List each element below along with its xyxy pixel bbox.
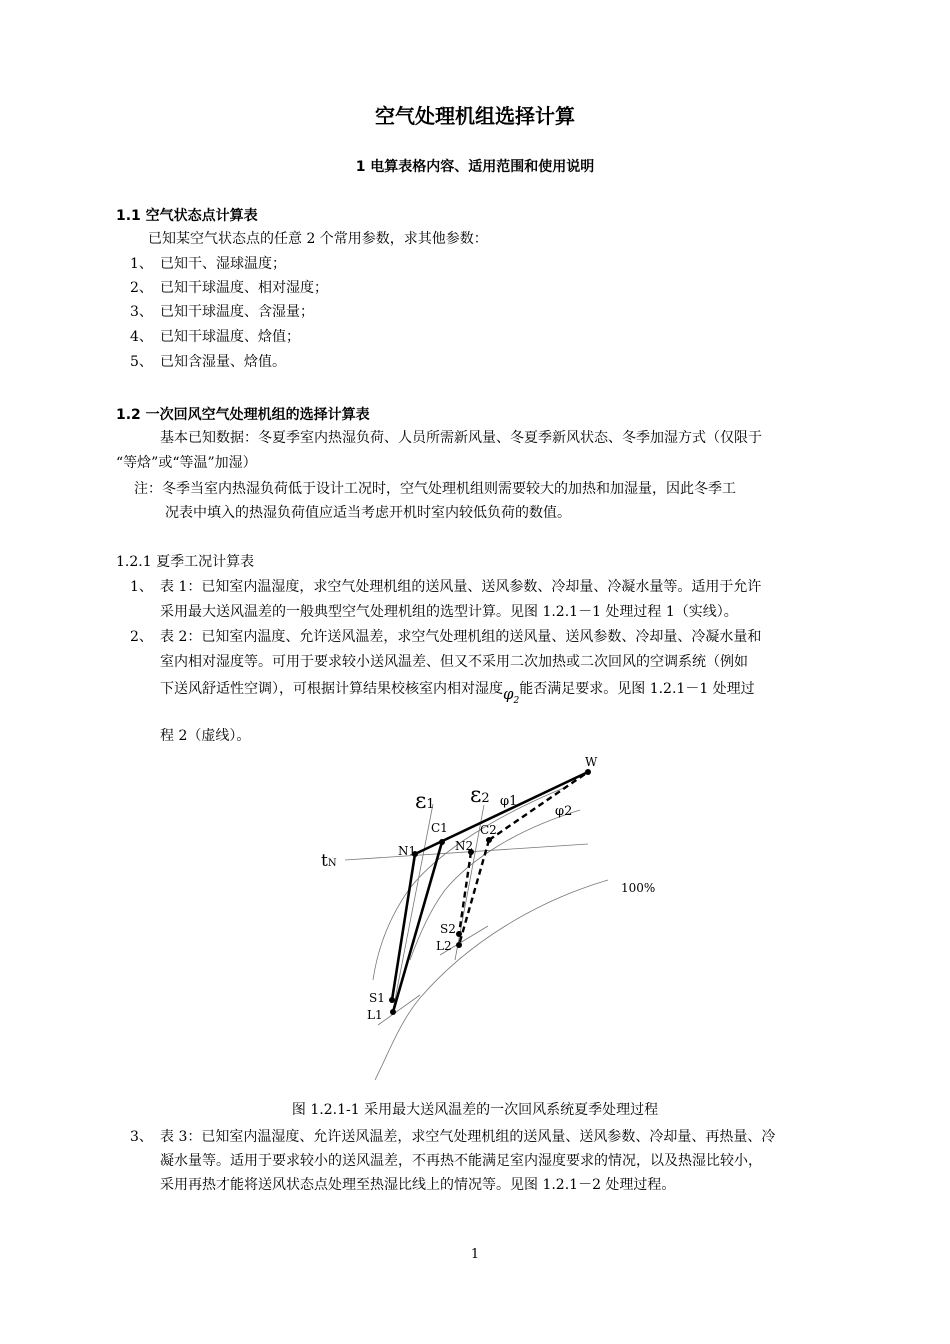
label-c2: C2 [480, 823, 497, 837]
list-num: 3、 [130, 1129, 153, 1145]
label-phi1: φ1 [500, 794, 518, 809]
tn-symbol: t [321, 851, 328, 871]
list-text: 已知干球温度、焓值； [160, 329, 300, 345]
list-item [130, 1125, 775, 1149]
phi-2-symbol [503, 685, 520, 706]
list-item [130, 276, 328, 300]
s12-basic-line1: 基本已知数据：冬夏季室内热湿负荷、人员所需新风量、冬夏季新风状态、冬季加湿方式（仅限于 [160, 430, 762, 446]
point-s1 [389, 997, 395, 1003]
list-num: 2、 [130, 629, 153, 645]
label-n1: N1 [398, 844, 417, 858]
list-text: 表 1：已知室内温湿度，求空气处理机组的送风量、送风参数、冷却量、冷凝水量等。适用于允许 [160, 579, 762, 595]
list-item [130, 325, 300, 349]
label-s1: S1 [369, 991, 385, 1005]
list-num: 4、 [130, 329, 153, 345]
page-number: 1 [470, 1247, 480, 1262]
point-c2 [486, 837, 492, 843]
list-num: 5、 [130, 354, 153, 370]
point-w [585, 769, 591, 775]
s12-basic-line2: “等焓”或“等温”加湿） [116, 455, 257, 471]
list-num: 1、 [130, 579, 153, 595]
s11-intro: 已知某空气状态点的任意 2 个常用参数，求其他参数： [148, 231, 488, 247]
label-l2: L2 [436, 939, 452, 953]
list-item [130, 575, 761, 599]
list-item [130, 252, 286, 276]
label-phi2: φ2 [555, 804, 573, 819]
tn-sub: N [327, 858, 337, 869]
section-heading-1-2-1: 1.2.1 夏季工况计算表 [116, 554, 255, 570]
list-text: 已知干球温度、相对湿度； [160, 280, 328, 296]
label-c1: C1 [431, 821, 448, 835]
label-tn [321, 851, 337, 871]
process1-c1-l1 [393, 842, 442, 1012]
list-text: 已知含湿量、焓值。 [160, 354, 286, 370]
eps2-symbol: ε [470, 783, 482, 808]
label-rh100: 100% [621, 881, 656, 895]
section-heading-1-2: 1.2 一次回风空气处理机组的选择计算表 [116, 407, 370, 423]
list-text: 已知干球温度、含湿量； [160, 304, 314, 320]
point-c1 [439, 839, 445, 845]
list-text: 能否满足要求。见图 1.2.1－1 处理过 [519, 681, 755, 697]
list-item [130, 350, 286, 374]
label-w: W [585, 755, 598, 769]
list-num: 3、 [130, 304, 153, 320]
list-text: 已知干、湿球温度； [160, 256, 286, 272]
point-s2 [456, 931, 462, 937]
eps1-sub: 1 [426, 797, 435, 812]
phi-symbol: φ [503, 685, 514, 703]
list-item [130, 625, 761, 649]
list-text: 表 2：已知室内温度、允许送风温差，求空气处理机组的送风量、送风参数、冷却量、冷凝水量和 [160, 629, 762, 645]
list-text: 表 3：已知室内温湿度、允许送风温差，求空气处理机组的送风量、送风参数、冷却量、再热量、冷 [160, 1129, 776, 1145]
page-title: 空气处理机组选择计算 [375, 104, 575, 128]
s12-note-line1: 注：冬季当室内热湿负荷低于设计工况时，空气处理机组则需要较大的加热和加湿量，因此冬季工 [134, 481, 736, 497]
eps2-sub: 2 [481, 791, 490, 806]
point-l1 [390, 1009, 396, 1015]
figure-caption: 图 1.2.1-1 采用最大送风温差的一次回风系统夏季处理过程 [291, 1102, 659, 1118]
list-text: 下送风舒适性空调），可根据计算结果校核室内相对湿度 [160, 681, 503, 697]
label-eps2 [470, 783, 490, 808]
list-text-continued [160, 676, 755, 707]
psychrometric-diagram [0, 750, 950, 1095]
list-text-continued: 程 2（虚线）。 [160, 728, 251, 744]
section-heading-1-1: 1.1 空气状态点计算表 [116, 208, 258, 224]
s12-note-line2: 况表中填入的热湿负荷值应适当考虑开机时室内较低负荷的数值。 [165, 505, 571, 521]
process2-c2-l2 [459, 840, 489, 945]
eps1-symbol: ε [415, 789, 427, 814]
phi-subscript: 2 [513, 696, 520, 706]
list-text-continued: 采用再热才能将送风状态点处理至热湿比线上的情况等。见图 1.2.1－2 处理过程。 [160, 1177, 676, 1193]
list-num: 2、 [130, 280, 153, 296]
section-heading-1: 1 电算表格内容、适用范围和使用说明 [355, 159, 595, 175]
point-l2 [456, 942, 462, 948]
label-s2: S2 [440, 922, 456, 936]
list-text-continued: 凝水量等。适用于要求较小的送风温差，不再热不能满足室内湿度要求的情况，以及热湿比较小， [160, 1153, 762, 1169]
label-l1: L1 [367, 1008, 383, 1022]
rh-curve-100 [375, 880, 608, 1080]
list-text-continued: 采用最大送风温差的一般典型空气处理机组的选型计算。见图 1.2.1－1 处理过程 1（实线）。 [160, 604, 738, 620]
list-text-continued: 室内相对湿度等。可用于要求较小送风温差、但又不采用二次加热或二次回风的空调系统（例如 [160, 654, 748, 670]
label-n2: N2 [455, 839, 474, 853]
eps1-line [393, 804, 433, 1010]
label-eps1 [415, 789, 435, 814]
list-num: 1、 [130, 256, 153, 272]
list-item [130, 300, 314, 324]
